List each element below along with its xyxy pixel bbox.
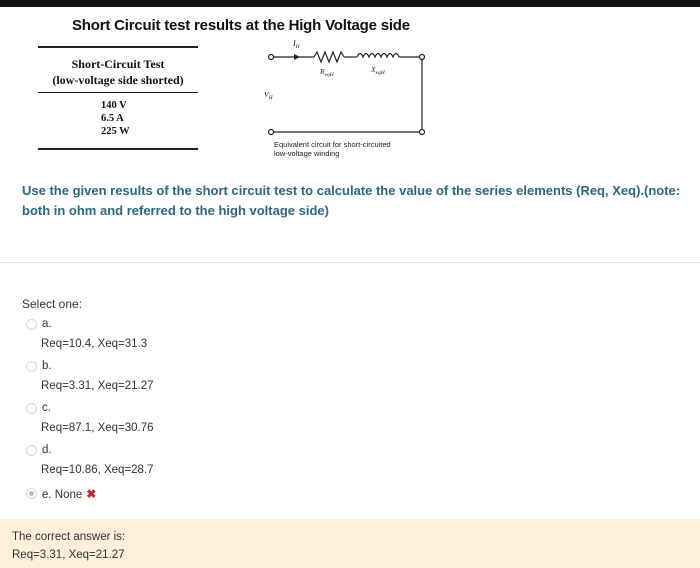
option-b-radio[interactable] bbox=[26, 361, 37, 372]
question-prompt: Use the given results of the short circuit test to calculate the value of the series elements (Req, Xeq).(note: both in ohm and referred to the high voltage side) bbox=[22, 183, 681, 218]
terminal-bottom-right bbox=[420, 130, 425, 135]
table-bottom-rule bbox=[38, 148, 198, 150]
table-header-line1: Short-Circuit Test bbox=[71, 57, 165, 71]
option-e-text: None bbox=[54, 489, 83, 501]
voltage-value: 140 V bbox=[101, 100, 127, 111]
option-d-text[interactable]: Req=10.86, Xeq=28.7 bbox=[41, 464, 154, 476]
option-e-radio[interactable] bbox=[26, 488, 37, 499]
table-values bbox=[38, 99, 198, 138]
current-value: 6.5 A bbox=[101, 113, 124, 124]
inductor-symbol bbox=[357, 54, 399, 58]
current-arrow-icon bbox=[294, 54, 300, 60]
option-e-letter: e. bbox=[42, 489, 52, 501]
caption-line1: Equivalent circuit for short-circuited bbox=[274, 140, 391, 149]
table-top-rule bbox=[38, 46, 198, 48]
reactance-label: $X_{eqH}$ bbox=[371, 65, 385, 76]
card-divider bbox=[0, 262, 700, 263]
table-header-line2: (low-voltage side shorted) bbox=[52, 73, 184, 87]
select-one-label: Select one: bbox=[22, 297, 83, 311]
circuit-caption bbox=[274, 140, 391, 158]
resistor-symbol bbox=[314, 52, 344, 62]
option-a-text[interactable]: Req=10.4, Xeq=31.3 bbox=[41, 338, 148, 350]
power-value: 225 W bbox=[101, 126, 130, 137]
option-c-text[interactable]: Req=87.1, Xeq=30.76 bbox=[41, 422, 154, 434]
question-heading: Short Circuit test results at the High Voltage side bbox=[72, 17, 410, 34]
option-a-letter: a. bbox=[42, 318, 52, 330]
option-b-letter: b. bbox=[42, 360, 52, 372]
voltage-label: $V_H$ bbox=[264, 90, 273, 101]
feedback-panel bbox=[0, 519, 700, 568]
resistor-label: $R_{eqH}$ bbox=[320, 67, 334, 78]
caption-line2: low-voltage winding bbox=[274, 149, 340, 158]
correct-answer-text: Req=3.31, Xeq=21.27 bbox=[12, 549, 125, 561]
correct-answer-label: The correct answer is: bbox=[12, 531, 126, 543]
test-results-table bbox=[38, 46, 198, 150]
option-c-letter: c. bbox=[42, 402, 51, 414]
top-bar bbox=[0, 0, 700, 7]
table-mid-rule bbox=[38, 92, 198, 93]
option-d-radio[interactable] bbox=[26, 445, 37, 456]
option-e-label[interactable] bbox=[42, 487, 96, 501]
option-a-radio[interactable] bbox=[26, 319, 37, 330]
option-b-text[interactable]: Req=3.31, Xeq=21.27 bbox=[41, 380, 154, 392]
option-c-radio[interactable] bbox=[26, 403, 37, 414]
option-d-letter: d. bbox=[42, 444, 52, 456]
current-label: $I_H$ bbox=[293, 39, 300, 50]
terminal-top-right bbox=[420, 55, 425, 60]
terminal-top bbox=[269, 55, 274, 60]
terminal-bottom bbox=[269, 130, 274, 135]
incorrect-icon: ✖ bbox=[86, 487, 97, 501]
